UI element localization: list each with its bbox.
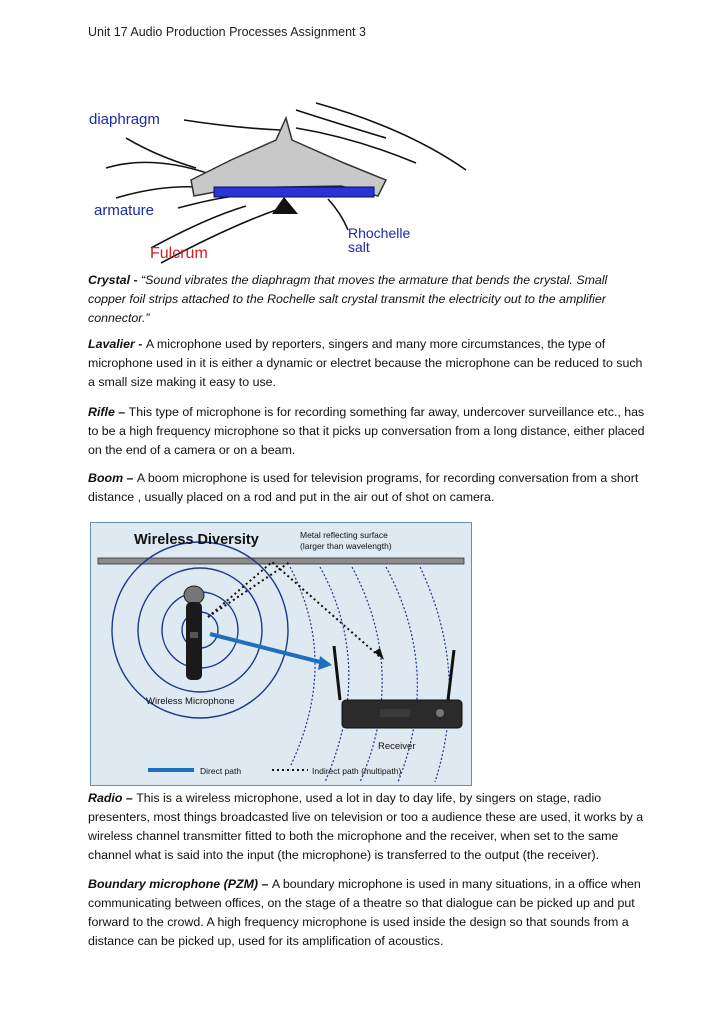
wireless-diversity-diagram xyxy=(90,522,472,786)
term-boom: Boom – xyxy=(88,471,137,485)
text-rifle: This type of microphone is for recording something far away, undercover surveillance etc., has to be a high frequency microphone so that it picks up conversation from a long distance, either placed on the end of a camera or on a beam. xyxy=(88,405,645,457)
reflecting-surface xyxy=(98,558,464,564)
arrow-diaphragm xyxy=(184,120,281,130)
label-rochelle-2: salt xyxy=(348,239,370,255)
surface-label-1: Metal reflecting surface xyxy=(300,530,388,540)
crystal-microphone-diagram xyxy=(86,98,468,268)
term-crystal: Crystal - xyxy=(88,273,142,287)
paragraph-rifle xyxy=(88,403,648,460)
term-boundary: Boundary microphone (PZM) – xyxy=(88,877,272,891)
mic-label: Wireless Microphone xyxy=(146,696,235,707)
diagram-title: Wireless Diversity xyxy=(134,532,259,548)
receiver-label: Receiver xyxy=(378,741,416,752)
text-boom: A boom microphone is used for television programs, for recording conversation from a short distance , usually placed on a rod and put in the air out of shot on camera. xyxy=(88,471,639,504)
armature-bar xyxy=(214,187,374,197)
label-fulcrum: Fulcrum xyxy=(150,245,208,262)
wireless-microphone-graphic xyxy=(184,586,204,680)
term-lavalier: Lavalier - xyxy=(88,337,146,351)
paragraph-boundary xyxy=(88,875,648,951)
paragraph-lavalier xyxy=(88,335,648,392)
text-lavalier: A microphone used by reporters, singers and many more circumstances, the type of microphone used in it is either a dynamic or electret because the microphone can be reduced to such a small size making it easy to use. xyxy=(88,337,643,389)
paragraph-boom xyxy=(88,469,648,507)
fulcrum-triangle xyxy=(272,197,298,214)
arrow-fulcrum-1 xyxy=(151,206,246,248)
legend-indirect-label: Indirect path (multipath) xyxy=(312,766,402,776)
text-radio: This is a wireless microphone, used a lot in day to day life, by singers on stage, radio presenters, most things broadcasted live on television or too a audience these are used, it works by a wireless channel transmitter fitted to both the microphone and the receiver, when set to the same channel what is said into the input (the microphone) is transferred to the output (the receiver). xyxy=(88,791,644,862)
arrow-armature xyxy=(178,196,236,208)
legend-direct-label: Direct path xyxy=(200,766,242,776)
surface-label-2: (larger than wavelength) xyxy=(300,541,392,551)
text-crystal: “Sound vibrates the diaphragm that moves the armature that bends the crystal. Small copper foil strips attached to the Rochelle salt crystal transmit the electricity out to the amplifier connector.” xyxy=(88,273,608,325)
label-diaphragm: diaphragm xyxy=(89,111,160,128)
paragraph-crystal xyxy=(88,271,648,328)
term-radio: Radio – xyxy=(88,791,137,805)
paragraph-radio xyxy=(88,789,648,865)
text-boundary: A boundary microphone is used in many situations, in a office when communicating between offices, on the stage of a theatre so that dialogue can be picked up and put forward to the crowd. A high frequency microphone is used inside the design so that sounds from a distance can be picked up, used for its amplification of acoustics. xyxy=(88,877,641,948)
term-rifle: Rifle – xyxy=(88,405,129,419)
label-rochelle-1: Rhochelle xyxy=(348,225,411,241)
arrow-rochelle xyxy=(328,199,348,230)
arrow-top-right xyxy=(296,110,386,138)
label-armature: armature xyxy=(94,202,155,219)
page-header: Unit 17 Audio Production Processes Assignment 3 xyxy=(88,25,366,39)
